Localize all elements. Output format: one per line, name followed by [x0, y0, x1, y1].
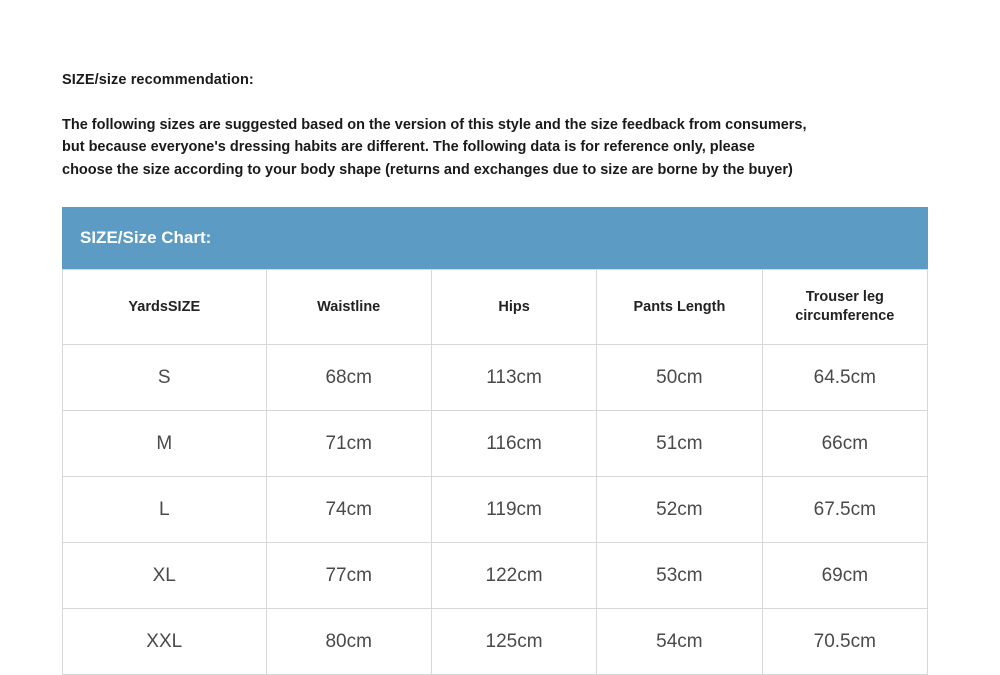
- column-header-trouser-leg-circumference: Trouser leg circumference: [762, 270, 927, 345]
- cell-hips: 113cm: [431, 345, 596, 411]
- column-header-waistline: Waistline: [266, 270, 431, 345]
- size-table-container: [62, 207, 928, 675]
- cell-pants-length: 50cm: [597, 345, 762, 411]
- cell-hips: 125cm: [431, 609, 596, 675]
- cell-trouser-leg: 70.5cm: [762, 609, 927, 675]
- cell-hips: 122cm: [431, 543, 596, 609]
- cell-pants-length: 52cm: [597, 477, 762, 543]
- intro-line-2: but because everyone's dressing habits are different. The following data is for reference only, please: [62, 139, 755, 156]
- cell-size: XL: [63, 543, 267, 609]
- table-row: [63, 543, 928, 609]
- cell-pants-length: 51cm: [597, 411, 762, 477]
- column-header-hips: Hips: [431, 270, 596, 345]
- table-row: [63, 411, 928, 477]
- intro-paragraph: [62, 114, 938, 181]
- cell-waistline: 77cm: [266, 543, 431, 609]
- column-header-pants-length: Pants Length: [597, 270, 762, 345]
- cell-waistline: 68cm: [266, 345, 431, 411]
- cell-trouser-leg: 67.5cm: [762, 477, 927, 543]
- column-header-yardssize: YardsSIZE: [63, 270, 267, 345]
- table-row: [63, 345, 928, 411]
- cell-size: M: [63, 411, 267, 477]
- cell-trouser-leg: 66cm: [762, 411, 927, 477]
- intro-line-1: The following sizes are suggested based on the version of this style and the size feedback from consumers,: [62, 117, 807, 133]
- table-row: [63, 609, 928, 675]
- cell-waistline: 80cm: [266, 609, 431, 675]
- intro-line-3: choose the size according to your body shape (returns and exchanges due to size are borne by the buyer): [62, 161, 793, 178]
- cell-trouser-leg: 69cm: [762, 543, 927, 609]
- size-table: [62, 269, 928, 675]
- page-title: SIZE/size recommendation:: [62, 72, 254, 88]
- cell-size: XXL: [63, 609, 267, 675]
- cell-hips: 119cm: [431, 477, 596, 543]
- size-chart-header: SIZE/Size Chart:: [62, 207, 928, 269]
- cell-size: S: [63, 345, 267, 411]
- cell-hips: 116cm: [431, 411, 596, 477]
- cell-pants-length: 54cm: [597, 609, 762, 675]
- cell-waistline: 71cm: [266, 411, 431, 477]
- cell-waistline: 74cm: [266, 477, 431, 543]
- cell-pants-length: 53cm: [597, 543, 762, 609]
- table-row: [63, 477, 928, 543]
- table-header-row: [63, 270, 928, 345]
- cell-trouser-leg: 64.5cm: [762, 345, 927, 411]
- cell-size: L: [63, 477, 267, 543]
